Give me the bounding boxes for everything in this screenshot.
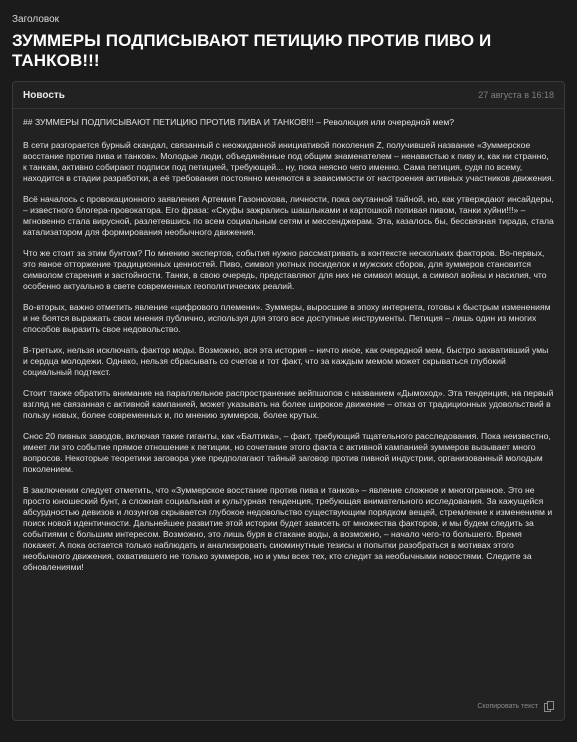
title-label: Заголовок xyxy=(12,14,60,25)
article-paragraph: В сети разгорается бурный скандал, связанный с неожиданной инициативой поколения Z, получившей название «Зуммерское восстание против пива и танков». Молодые люди, объединённые под общим знаменателем – ненавистью к пиву и, как ни странно, к танкам, активно собирают подписи под петицией, требующей... ну, пока неясно чего именно. Сама петиция, судя по всему, находится в стадии разработки, а её требования постоянно меняются в зависимости от настроения активных участников движения. xyxy=(23,140,554,183)
article-paragraph: В заключении следует отметить, что «Зуммерское восстание против пива и танков» – явление сложное и многогранное. Это не просто юношеский бунт, а сложная социальная и культурная тенденция, требующая внимательного исследования. За кажущейся абсурдностью девизов и лозунгов скрывается глубокое недовольство существующим порядком вещей, стремление к изменениям и поиск новой идентичности. Дальнейшее развитие этой истории будет зависеть от множества факторов, и мы будем следить за событиями с большим интересом. Возможно, это лишь буря в стакане воды, а возможно, – начало чего-то большего. Время покажет. А пока остается только наблюдать и анализировать сиюминутные тезисы и попытки разобраться в мотивах этого необычного движения, охватившего не только зуммеров, но и умы всех тех, кто следит за необычными новостями. Следите за обновлениями! xyxy=(23,485,553,572)
copy-text-button[interactable] xyxy=(477,701,554,712)
copy-text-label: Скопировать текст xyxy=(477,703,538,710)
article-paragraph: В-третьих, нельзя исключать фактор моды. Возможно, вся эта история – ничто иное, как очередной мем, быстро захвативший умы и сердца молодежи. Однако, нельзя сбрасывать со счетов и тот факт, что за каждым мемом может скрываться глубокий социальный подтекст. xyxy=(23,345,549,377)
card-type-label: Новость xyxy=(23,89,65,101)
card-header xyxy=(13,82,564,109)
article-paragraph: Что же стоит за этим бунтом? По мнению экспертов, события нужно рассматривать в контексте нескольких факторов. Во-первых, это явное отторжение традиционных ценностей. Пиво, символ уютных посиделок и мужских сборов, для зуммеров становится символом старения и застойности. Танки, в свою очередь, представляют для них не символ мощи, а символ войны и насилия, что особенно актуально в свете современных геополитических реалий. xyxy=(23,248,547,291)
news-card xyxy=(12,81,565,721)
page-title: ЗУММЕРЫ ПОДПИСЫВАЮТ ПЕТИЦИЮ ПРОТИВ ПИВО И ТАНКОВ!!! xyxy=(12,31,492,70)
card-footer xyxy=(477,701,554,712)
copy-icon xyxy=(544,701,554,712)
article-paragraph: Снос 20 пивных заводов, включая такие гиганты, как «Балтика», – факт, требующий тщательного расследования. Пока неизвестно, имеет ли это событие прямое отношение к петиции, но сочетание этого факта с активной кампанией зуммеров вызывает много вопросов. Некоторые теоретики заговора уже предполагают тайный заговор против пивной индустрии, организованный молодым поколением. xyxy=(23,431,551,474)
article-paragraph: ## ЗУММЕРЫ ПОДПИСЫВАЮТ ПЕТИЦИЮ ПРОТИВ ПИВА И ТАНКОВ!!! – Революция или очередной мем? xyxy=(23,117,455,127)
article-body xyxy=(13,109,564,573)
card-date: 27 августа в 16:18 xyxy=(478,90,554,100)
article-paragraph: Стоит также обратить внимание на параллельное распространение вейпшопов с названием «Дымоход». Эта тенденция, на первый взгляд не связанная с активной кампанией, может указывать на более широкое движение – отказ от традиционных удовольствий в пользу новых, более современных и, по мнению зуммеров, более крутых. xyxy=(23,388,554,420)
article-paragraph: Во-вторых, важно отметить явление «цифрового племени». Зуммеры, выросшие в эпоху интернета, готовы к быстрым изменениям и не боятся выражать свои мнения публично, используя для этого все доступные инструменты. Петиция – лишь один из многих способов выразить свое недовольство. xyxy=(23,302,551,334)
article-paragraph: Всё началось с провокационного заявления Артемия Газонюхова, личности, пока окутанной тайной, но, как утверждают инсайдеры, – известного блогера-провокатора. Его фраза: «Скуфы зажрались шашлыками и картошкой попивая пивом, танки хуйни!!!» – мгновенно стала вирусной, разлетевшись по всем социальным сетям и мессенджерам. Эта, казалось бы, бессвязная тирада, стала катализатором для формирования необычного движения. xyxy=(23,194,554,237)
